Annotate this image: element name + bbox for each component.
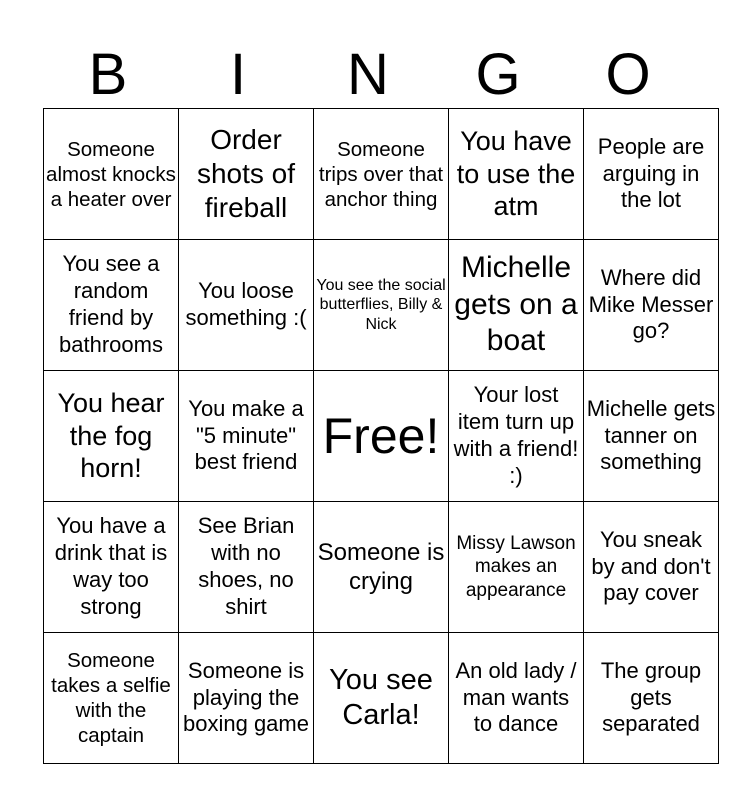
bingo-cell[interactable]: You see a random friend by bathrooms bbox=[44, 240, 179, 371]
header-letter-i: I bbox=[229, 42, 247, 107]
bingo-cell[interactable]: You sneak by and don't pay cover bbox=[584, 502, 719, 633]
bingo-cell[interactable]: Michelle gets on a boat bbox=[449, 240, 584, 371]
bingo-board bbox=[43, 108, 719, 764]
bingo-cell[interactable]: You have a drink that is way too strong bbox=[44, 502, 179, 633]
bingo-cell[interactable]: Someone almost knocks a heater over bbox=[44, 109, 179, 240]
header-letter-b: B bbox=[88, 42, 128, 107]
bingo-cell[interactable]: Michelle gets tanner on something bbox=[584, 371, 719, 502]
free-space-cell[interactable]: Free! bbox=[314, 371, 449, 502]
bingo-cell[interactable]: Someone is playing the boxing game bbox=[179, 633, 314, 764]
board-row bbox=[44, 502, 719, 633]
bingo-cell[interactable]: An old lady / man wants to dance bbox=[449, 633, 584, 764]
bingo-cell[interactable]: You see the social butterflies, Billy & Nick bbox=[314, 240, 449, 371]
header-letter-g: G bbox=[475, 42, 521, 107]
bingo-cell[interactable]: The group gets separated bbox=[584, 633, 719, 764]
bingo-cell[interactable]: Someone takes a selfie with the captain bbox=[44, 633, 179, 764]
bingo-header bbox=[43, 42, 693, 108]
board-row bbox=[44, 109, 719, 240]
bingo-cell[interactable]: You see Carla! bbox=[314, 633, 449, 764]
bingo-cell[interactable]: Someone trips over that anchor thing bbox=[314, 109, 449, 240]
header-letter-n: N bbox=[347, 42, 389, 107]
bingo-cell[interactable]: Your lost item turn up with a friend! :) bbox=[449, 371, 584, 502]
board-row bbox=[44, 371, 719, 502]
bingo-cell[interactable]: You loose something :( bbox=[179, 240, 314, 371]
bingo-cell[interactable]: Someone is crying bbox=[314, 502, 449, 633]
board-row bbox=[44, 240, 719, 371]
bingo-cell[interactable]: You have to use the atm bbox=[449, 109, 584, 240]
board-row bbox=[44, 633, 719, 764]
bingo-cell[interactable]: Order shots of fireball bbox=[179, 109, 314, 240]
bingo-cell[interactable]: People are arguing in the lot bbox=[584, 109, 719, 240]
header-letter-o: O bbox=[605, 42, 651, 107]
bingo-cell[interactable]: See Brian with no shoes, no shirt bbox=[179, 502, 314, 633]
bingo-cell[interactable]: You hear the fog horn! bbox=[44, 371, 179, 502]
bingo-cell[interactable]: Missy Lawson makes an appearance bbox=[449, 502, 584, 633]
bingo-cell[interactable]: Where did Mike Messer go? bbox=[584, 240, 719, 371]
bingo-cell[interactable]: You make a "5 minute" best friend bbox=[179, 371, 314, 502]
